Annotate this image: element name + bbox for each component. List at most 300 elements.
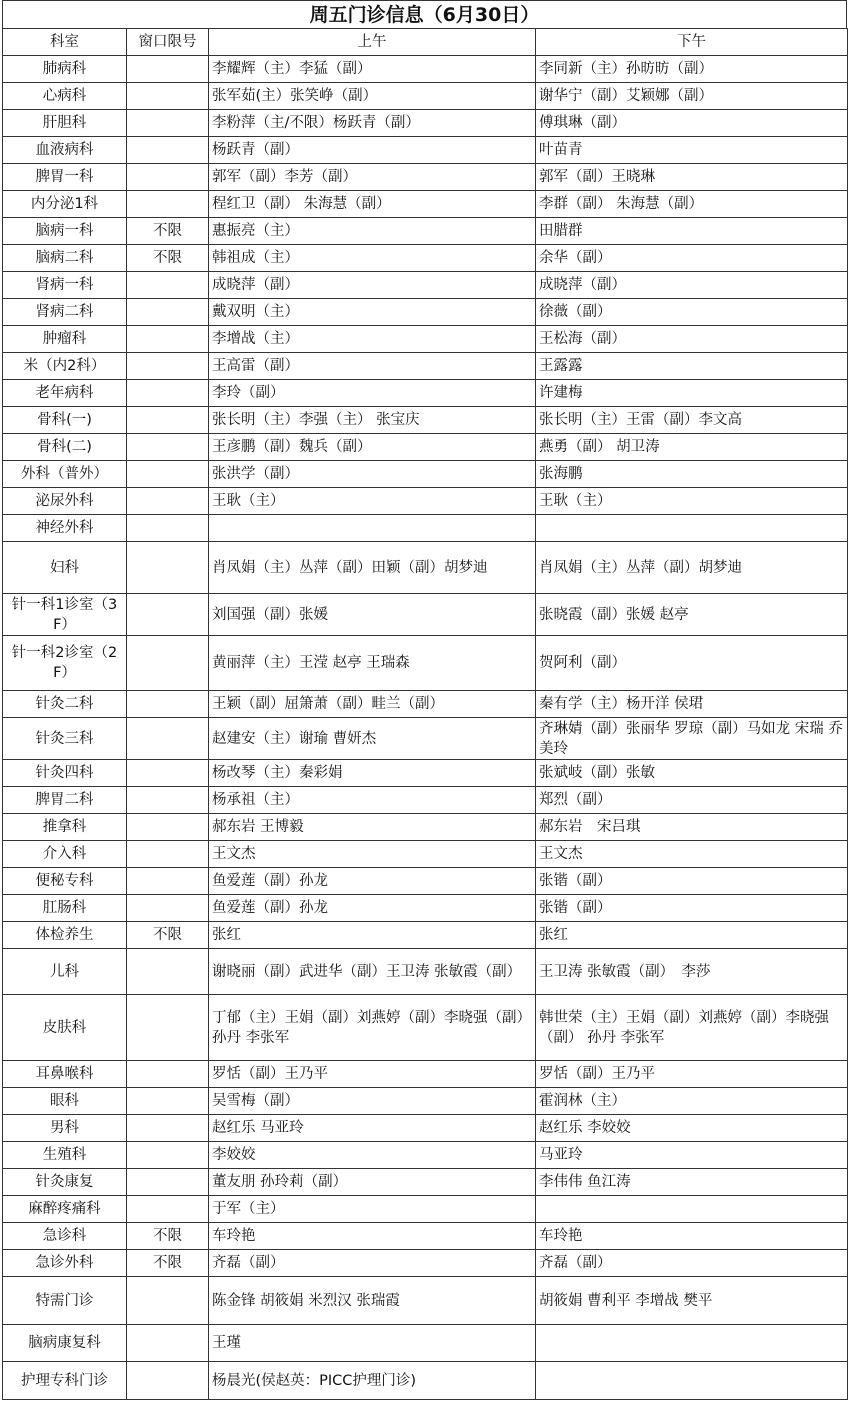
table-row [3,542,848,594]
morning-doctors-cell [209,1362,536,1400]
morning-doctors-cell [209,542,536,594]
afternoon-doctors-cell-text: 叶苗青 [539,142,583,158]
department-cell [3,137,127,164]
afternoon-doctors-cell-text: 张斌岐（副）张敏 [539,765,655,781]
afternoon-doctors-cell-text: 田腊群 [539,223,583,239]
department-cell-text: 特需门诊 [35,1292,94,1309]
morning-doctors-cell-text: 张红 [212,927,241,943]
window-limit-cell [127,110,209,137]
morning-doctors-cell [209,841,536,868]
morning-doctors-cell-text: 成晓萍（副） [212,277,299,293]
department-cell [3,1169,127,1196]
afternoon-doctors-cell [536,434,848,461]
afternoon-doctors-cell [536,488,848,515]
department-cell [3,841,127,868]
afternoon-doctors-cell-text: 郑烈（副） [539,792,612,808]
window-limit-cell [127,1061,209,1088]
department-cell-text: 肾病二科 [35,304,94,320]
schedule-sheet [2,0,847,1400]
morning-doctors-cell [209,1277,536,1325]
afternoon-doctors-cell [536,245,848,272]
table-row [3,841,848,868]
morning-doctors-cell-text: 肖凤娟（主）丛萍（副）田颖（副）胡梦迪 [212,559,488,576]
window-limit-cell [127,841,209,868]
department-cell [3,995,127,1061]
afternoon-doctors-cell-text: 张锴（副） [539,873,612,889]
department-cell-text: 肝胆科 [42,115,87,131]
morning-doctors-cell-text: 黄丽萍（主）王滢 赵亭 王瑞森 [212,655,410,671]
afternoon-doctors-cell-text: 王耿（主） [539,493,612,509]
morning-doctors-cell [209,218,536,245]
morning-doctors-cell [209,353,536,380]
afternoon-doctors-cell [536,56,848,83]
window-limit-cell [127,353,209,380]
department-cell [3,1196,127,1223]
morning-doctors-cell-text: 戴双明（主） [212,304,299,320]
department-cell [3,1088,127,1115]
department-cell-text: 急诊外科 [35,1255,94,1271]
morning-doctors-cell [209,1169,536,1196]
window-limit-cell [127,542,209,594]
afternoon-doctors-cell [536,515,848,542]
department-cell [3,1142,127,1169]
morning-doctors-cell-text: 李耀辉（主）李猛（副） [212,61,372,77]
department-cell [3,760,127,787]
afternoon-doctors-cell [536,1325,848,1362]
window-limit-cell [127,218,209,245]
window-limit-cell [127,83,209,110]
window-limit-cell [127,56,209,83]
department-cell-text: 血液病科 [35,142,94,158]
department-cell-text: 脾胃一科 [35,169,94,185]
window-limit-cell [127,718,209,760]
morning-doctors-cell-text: 王彦鹏（副）魏兵（副） [212,439,372,455]
window-limit-cell [127,949,209,995]
morning-doctors-cell [209,245,536,272]
afternoon-doctors-cell [536,1223,848,1250]
morning-doctors-cell [209,895,536,922]
department-cell [3,636,127,691]
window-limit-cell [127,326,209,353]
morning-doctors-cell [209,814,536,841]
department-cell [3,434,127,461]
morning-doctors-cell-text: 李增战（主） [212,331,299,347]
department-cell-text: 针灸三科 [35,730,94,747]
morning-doctors-cell [209,636,536,691]
table-row [3,191,848,218]
department-cell [3,272,127,299]
afternoon-doctors-cell-text: 成晓萍（副） [539,277,626,293]
window-limit-cell [127,1223,209,1250]
morning-doctors-cell [209,83,536,110]
afternoon-doctors-cell [536,922,848,949]
afternoon-doctors-cell [536,110,848,137]
department-cell-text: 肿瘤科 [42,331,87,347]
department-cell-text: 脑病一科 [35,223,94,239]
department-cell-text: 米（内2科） [23,358,106,374]
header-morning: 上午 [209,29,536,56]
morning-doctors-cell [209,461,536,488]
afternoon-doctors-cell [536,380,848,407]
department-cell-text: 体检养生 [35,927,94,943]
table-row [3,272,848,299]
table-row [3,1142,848,1169]
morning-doctors-cell [209,949,536,995]
department-cell [3,718,127,760]
afternoon-doctors-cell [536,1169,848,1196]
window-limit-cell [127,922,209,949]
morning-doctors-cell [209,1196,536,1223]
afternoon-doctors-cell [536,164,848,191]
department-cell-text: 神经外科 [35,520,94,536]
afternoon-doctors-cell [536,1142,848,1169]
table-row [3,56,848,83]
department-cell-text: 针一科1诊室（3F） [11,596,118,633]
department-cell-text: 皮肤科 [42,1019,87,1036]
afternoon-doctors-cell-text: 齐琳婧（副）张丽华 罗琼（副）马如龙 宋瑞 乔美玲 [539,720,843,757]
morning-doctors-cell-text: 齐磊（副） [212,1255,285,1271]
department-cell [3,1362,127,1400]
afternoon-doctors-cell-text: 王露露 [539,358,583,374]
table-row [3,949,848,995]
window-limit-cell [127,1142,209,1169]
table-row [3,1088,848,1115]
afternoon-doctors-cell [536,137,848,164]
morning-doctors-cell [209,434,536,461]
department-cell-text: 心病科 [42,88,87,104]
department-cell-text: 肛肠科 [42,900,87,916]
afternoon-doctors-cell [536,1250,848,1277]
window-limit-cell [127,1325,209,1362]
window-limit-cell [127,245,209,272]
morning-doctors-cell [209,380,536,407]
department-cell-text: 急诊科 [42,1228,87,1244]
department-cell-text: 脾胃二科 [35,792,94,808]
morning-doctors-cell-text: 张洪学（副） [212,466,299,482]
department-cell-text: 护理专科门诊 [21,1372,108,1389]
morning-doctors-cell-text: 程红卫（副） 朱海慧（副） [212,196,391,212]
afternoon-doctors-cell [536,191,848,218]
afternoon-doctors-cell-text: 胡筱娟 曹利平 李增战 樊平 [539,1292,713,1309]
afternoon-doctors-cell [536,326,848,353]
afternoon-doctors-cell-text: 张锴（副） [539,900,612,916]
table-row [3,110,848,137]
afternoon-doctors-cell [536,760,848,787]
window-limit-cell [127,868,209,895]
afternoon-doctors-cell-text: 王松海（副） [539,331,626,347]
window-limit-cell-text: 不限 [153,1228,182,1244]
table-row [3,1362,848,1400]
morning-doctors-cell-text: 罗恬（副）王乃平 [212,1066,328,1082]
table-body [3,56,848,1400]
department-cell [3,326,127,353]
afternoon-doctors-cell-text: 郭军（副）王晓琳 [539,169,655,185]
table-row [3,1277,848,1325]
table-row [3,434,848,461]
table-row [3,787,848,814]
window-limit-cell [127,1169,209,1196]
afternoon-doctors-cell [536,949,848,995]
afternoon-doctors-cell-text: 余华（副） [539,250,612,266]
afternoon-doctors-cell-text: 傅琪琳（副） [539,115,626,131]
department-cell-text: 针灸康复 [35,1174,94,1190]
morning-doctors-cell-text: 谢晓丽（副）武进华（副）王卫涛 张敏霞（副） [212,963,522,980]
window-limit-cell-text: 不限 [153,927,182,943]
department-cell [3,787,127,814]
department-cell [3,83,127,110]
window-limit-cell [127,995,209,1061]
table-row [3,407,848,434]
window-limit-cell [127,488,209,515]
window-limit-cell [127,814,209,841]
morning-doctors-cell-text: 陈金锋 胡筱娟 米烈汉 张瑞霞 [212,1292,400,1309]
department-cell [3,1277,127,1325]
department-cell [3,691,127,718]
header-afternoon: 下午 [536,29,848,56]
table-row [3,488,848,515]
department-cell-text: 生殖科 [42,1147,87,1163]
afternoon-doctors-cell [536,868,848,895]
afternoon-doctors-cell [536,407,848,434]
department-cell [3,407,127,434]
table-header-row [3,29,848,56]
morning-doctors-cell-text: 杨晨光(侯赵英：PICC护理门诊) [212,1372,417,1389]
department-cell-text: 男科 [50,1120,79,1136]
department-cell [3,1250,127,1277]
window-limit-cell [127,1088,209,1115]
department-cell [3,542,127,594]
afternoon-doctors-cell-text: 张长明（主）王雷（副）李文高 [539,412,742,428]
department-cell [3,56,127,83]
morning-doctors-cell-text: 王瑾 [212,1335,241,1351]
department-cell [3,1115,127,1142]
department-cell [3,922,127,949]
afternoon-doctors-cell-text: 马亚玲 [539,1147,583,1163]
morning-doctors-cell-text: 王耿（主） [212,493,285,509]
window-limit-cell [127,434,209,461]
department-cell [3,814,127,841]
morning-doctors-cell-text: 王颖（副）屈箫萧（副）畦兰（副） [212,696,444,712]
window-limit-cell [127,636,209,691]
department-cell [3,164,127,191]
afternoon-doctors-cell-text: 张海鹏 [539,466,583,482]
morning-doctors-cell [209,407,536,434]
department-cell [3,110,127,137]
morning-doctors-cell-text: 杨跃青（副） [212,142,299,158]
window-limit-cell [127,787,209,814]
morning-doctors-cell-text: 鱼爱莲（副）孙龙 [212,900,328,916]
afternoon-doctors-cell-text: 秦有学（主）杨开洋 侯珺 [539,696,704,712]
morning-doctors-cell-text: 杨改琴（主）秦彩娟 [212,765,343,781]
morning-doctors-cell-text: 郭军（副）李芳（副） [212,169,357,185]
morning-doctors-cell [209,922,536,949]
morning-doctors-cell [209,191,536,218]
table-row [3,1169,848,1196]
afternoon-doctors-cell [536,1362,848,1400]
afternoon-doctors-cell-text: 郝东岩 宋吕琪 [539,819,641,835]
afternoon-doctors-cell [536,1061,848,1088]
afternoon-doctors-cell-text: 王文杰 [539,846,583,862]
afternoon-doctors-cell-text: 贺阿利（副） [539,655,626,671]
window-limit-cell [127,272,209,299]
afternoon-doctors-cell [536,1115,848,1142]
table-row [3,868,848,895]
window-limit-cell [127,1115,209,1142]
table-row [3,380,848,407]
table-row [3,995,848,1061]
afternoon-doctors-cell [536,542,848,594]
table-row [3,814,848,841]
department-cell-text: 泌尿外科 [35,493,94,509]
department-cell-text: 肾病一科 [35,277,94,293]
header-window-limit: 窗口限号 [127,29,209,56]
department-cell-text: 针灸二科 [35,696,94,712]
morning-doctors-cell-text: 王文杰 [212,846,256,862]
window-limit-cell [127,895,209,922]
afternoon-doctors-cell [536,841,848,868]
morning-doctors-cell-text: 郝东岩 王博毅 [212,819,304,835]
morning-doctors-cell [209,1325,536,1362]
afternoon-doctors-cell [536,299,848,326]
morning-doctors-cell-text: 吴雪梅（副） [212,1093,299,1109]
table-row [3,1223,848,1250]
afternoon-doctors-cell [536,1088,848,1115]
department-cell [3,594,127,636]
department-cell [3,895,127,922]
afternoon-doctors-cell [536,995,848,1061]
department-cell-text: 脑病二科 [35,250,94,266]
afternoon-doctors-cell-text: 李群（副） 朱海慧（副） [539,196,704,212]
schedule-table [2,28,848,1400]
afternoon-doctors-cell [536,461,848,488]
table-row [3,594,848,636]
morning-doctors-cell-text: 李玲（副） [212,385,285,401]
morning-doctors-cell-text: 赵红乐 马亚玲 [212,1120,304,1136]
morning-doctors-cell [209,594,536,636]
morning-doctors-cell [209,164,536,191]
afternoon-doctors-cell-text: 李伟伟 鱼江涛 [539,1174,631,1190]
table-row [3,326,848,353]
afternoon-doctors-cell-text: 燕勇（副） 胡卫涛 [539,439,660,455]
table-row [3,461,848,488]
window-limit-cell-text: 不限 [153,250,182,266]
window-limit-cell [127,691,209,718]
department-cell-text: 推拿科 [42,819,87,835]
morning-doctors-cell-text: 于军（主） [212,1201,285,1217]
department-cell-text: 介入科 [42,846,87,862]
morning-doctors-cell-text: 车玲艳 [212,1228,256,1244]
window-limit-cell [127,594,209,636]
morning-doctors-cell [209,326,536,353]
department-cell-text: 眼科 [50,1093,79,1109]
morning-doctors-cell-text: 赵建安（主）谢瑜 曹妍杰 [212,730,377,747]
morning-doctors-cell [209,488,536,515]
table-row [3,1196,848,1223]
morning-doctors-cell [209,272,536,299]
department-cell-text: 耳鼻喉科 [35,1066,94,1082]
window-limit-cell [127,515,209,542]
table-row [3,1250,848,1277]
afternoon-doctors-cell-text: 罗恬（副）王乃平 [539,1066,655,1082]
department-cell-text: 麻醉疼痛科 [28,1201,101,1217]
department-cell [3,218,127,245]
afternoon-doctors-cell [536,895,848,922]
window-limit-cell [127,407,209,434]
table-row [3,353,848,380]
morning-doctors-cell-text: 李姣姣 [212,1147,256,1163]
morning-doctors-cell [209,868,536,895]
department-cell [3,1223,127,1250]
afternoon-doctors-cell-text: 齐磊（副） [539,1255,612,1271]
afternoon-doctors-cell [536,272,848,299]
morning-doctors-cell-text: 张长明（主）李强（主） 张宝庆 [212,412,420,428]
window-limit-cell [127,760,209,787]
department-cell [3,380,127,407]
morning-doctors-cell [209,110,536,137]
department-cell-text: 骨科(二) [37,439,92,455]
afternoon-doctors-cell-text: 谢华宁（副）艾颖娜（副） [539,88,713,104]
afternoon-doctors-cell-text: 赵红乐 李姣姣 [539,1120,631,1136]
morning-doctors-cell-text: 李粉萍（主/不限）杨跃青（副） [212,115,420,131]
window-limit-cell [127,1250,209,1277]
morning-doctors-cell-text: 杨承祖（主） [212,792,299,808]
afternoon-doctors-cell-text: 许建梅 [539,385,583,401]
afternoon-doctors-cell [536,691,848,718]
morning-doctors-cell [209,299,536,326]
afternoon-doctors-cell-text: 徐薇（副） [539,304,612,320]
morning-doctors-cell [209,56,536,83]
morning-doctors-cell [209,995,536,1061]
morning-doctors-cell [209,1088,536,1115]
table-row [3,760,848,787]
afternoon-doctors-cell [536,218,848,245]
morning-doctors-cell-text: 韩祖成（主） [212,250,299,266]
afternoon-doctors-cell-text: 张红 [539,927,568,943]
window-limit-cell [127,380,209,407]
department-cell-text: 脑病康复科 [28,1335,101,1351]
morning-doctors-cell [209,1250,536,1277]
department-cell-text: 外科（普外） [21,466,108,482]
morning-doctors-cell-text: 刘国强（副）张媛 [212,606,328,623]
department-cell-text: 针一科2诊室（2F） [11,645,118,681]
department-cell-text: 骨科(一) [37,412,92,428]
table-row [3,1115,848,1142]
afternoon-doctors-cell-text: 韩世荣（主）王娟（副）刘燕婷（副）李晓强（副） 孙丹 李张军 [539,1009,829,1046]
morning-doctors-cell [209,787,536,814]
morning-doctors-cell [209,691,536,718]
table-row [3,218,848,245]
header-department: 科室 [3,29,127,56]
table-row [3,691,848,718]
afternoon-doctors-cell [536,1277,848,1325]
window-limit-cell [127,1196,209,1223]
afternoon-doctors-cell-text: 车玲艳 [539,1228,583,1244]
table-row [3,83,848,110]
window-limit-cell [127,137,209,164]
table-row [3,895,848,922]
afternoon-doctors-cell [536,787,848,814]
window-limit-cell [127,461,209,488]
department-cell [3,488,127,515]
morning-doctors-cell [209,1142,536,1169]
window-limit-cell-text: 不限 [153,223,182,239]
afternoon-doctors-cell [536,83,848,110]
department-cell-text: 老年病科 [35,385,94,401]
table-row [3,299,848,326]
afternoon-doctors-cell [536,1196,848,1223]
morning-doctors-cell [209,718,536,760]
afternoon-doctors-cell-text: 张晓霞（副）张媛 赵亭 [539,606,689,623]
